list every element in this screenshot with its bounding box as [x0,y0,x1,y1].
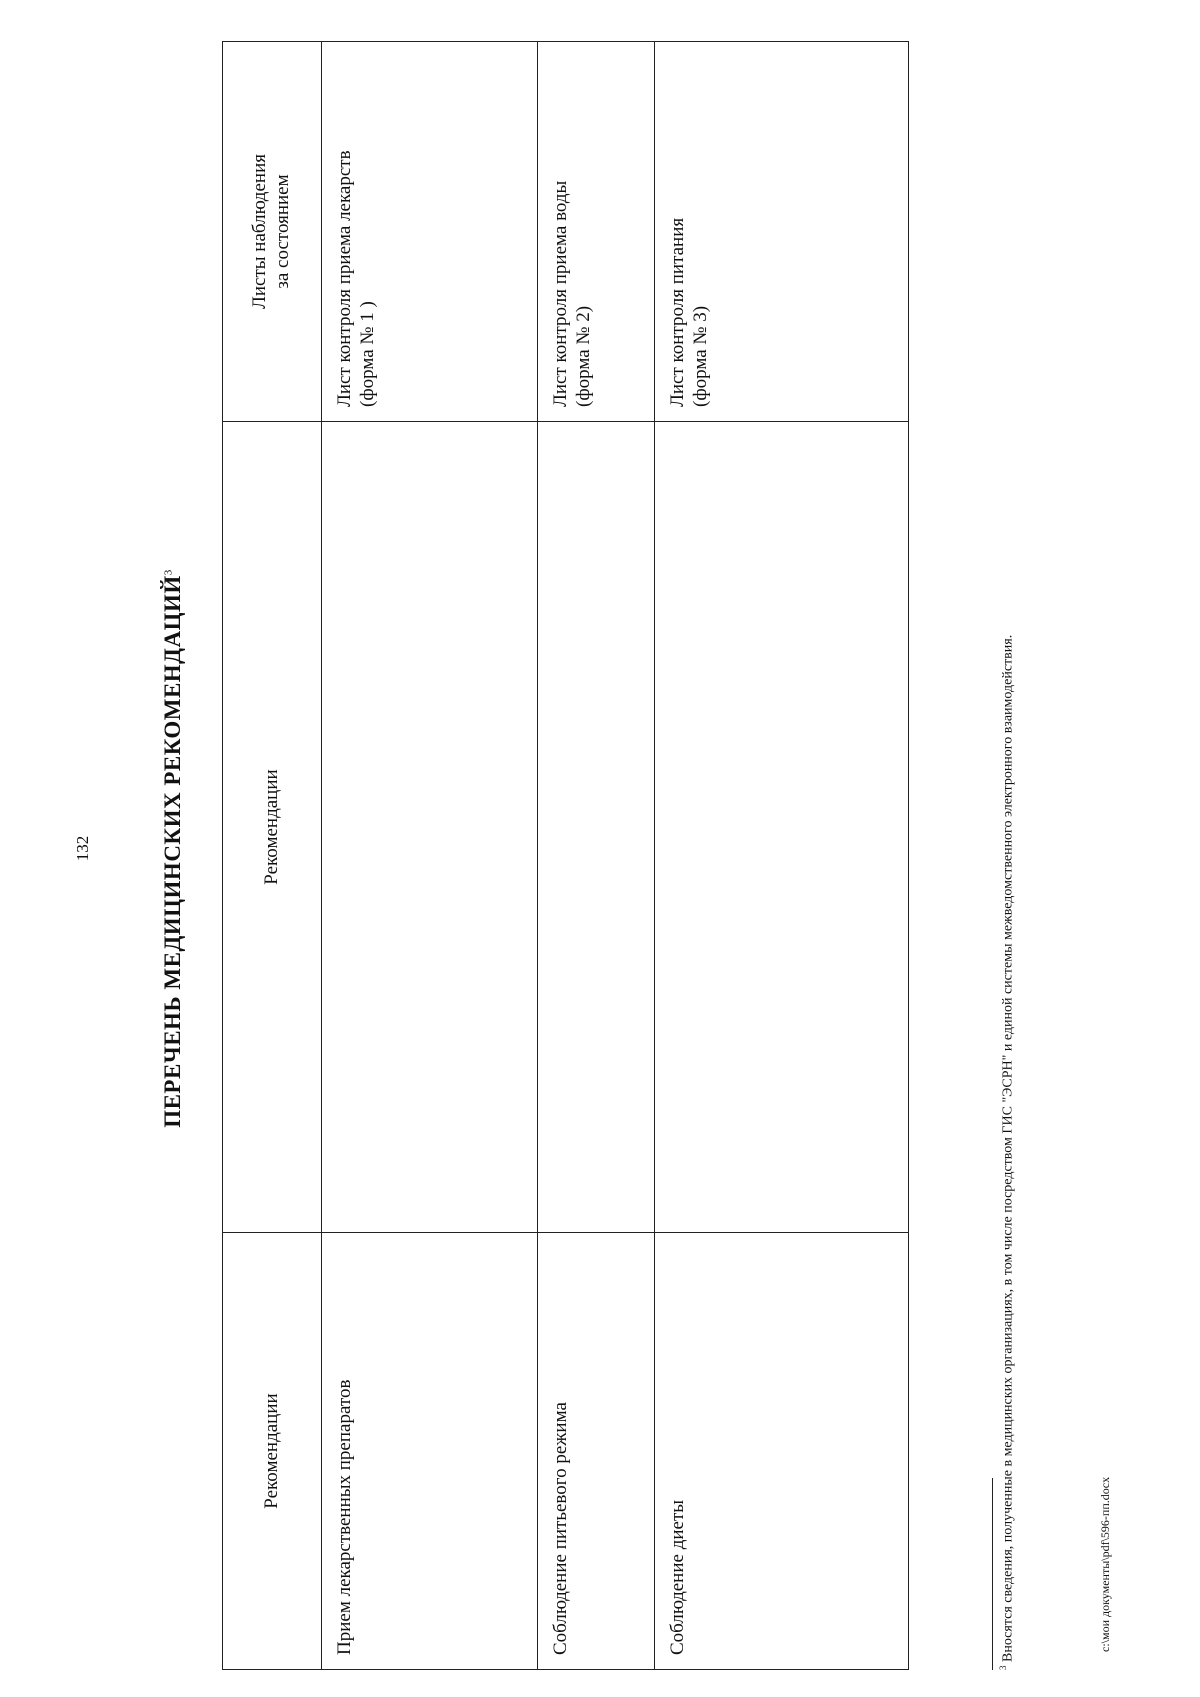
table-row [538,42,655,1670]
footnote [998,635,1017,1670]
title-footnote-mark: 3 [162,569,175,576]
sheet-form: (форма № 3) [689,305,711,407]
sheet-form: (форма № 2) [572,305,594,407]
sheet-cell [322,42,538,422]
header-line: Листы наблюдения [249,154,271,309]
details-cell [322,422,538,1233]
sheet-cell [655,42,909,422]
header-recommendation-details: Рекомендации [223,422,322,1233]
footnote-text: Вносятся сведения, полученные в медицинских организациях, в том числе посредством ГИС "ЭСРН" и единой системы межведомственного электронного взаимодействия. [1000,634,1016,1662]
recommendation-cell: Прием лекарственных препаратов [322,1233,538,1670]
page-title [160,0,186,1697]
page-number: 132 [73,835,92,862]
table-row [655,42,909,1670]
sheet-form: (форма № 1 ) [356,301,378,407]
recommendation-cell: Соблюдение питьевого режима [538,1233,655,1670]
table-row [322,42,538,1670]
footnote-divider [992,1478,993,1670]
header-observation-sheets [223,42,322,422]
sheet-name: Лист контроля приема воды [550,180,571,407]
sheet-cell [538,42,655,422]
title-text: ПЕРЕЧЕНЬ МЕДИЦИНСКИХ РЕКОМЕНДАЦИЙ [160,575,185,1128]
header-recommendations: Рекомендации [223,1233,322,1670]
sheet-name: Лист контроля приема лекарств [334,150,355,407]
table-header-row [223,42,322,1670]
file-path: c:\мои документы\pdf\596-пп.docx [1098,1476,1112,1652]
sheet-name: Лист контроля питания [667,217,688,407]
header-line: за состоянием [272,174,293,289]
recommendation-cell: Соблюдение диеты [655,1233,909,1670]
footnote-mark: 3 [998,1665,1008,1670]
details-cell [655,422,909,1233]
details-cell [538,422,655,1233]
recommendations-table [222,41,909,1670]
